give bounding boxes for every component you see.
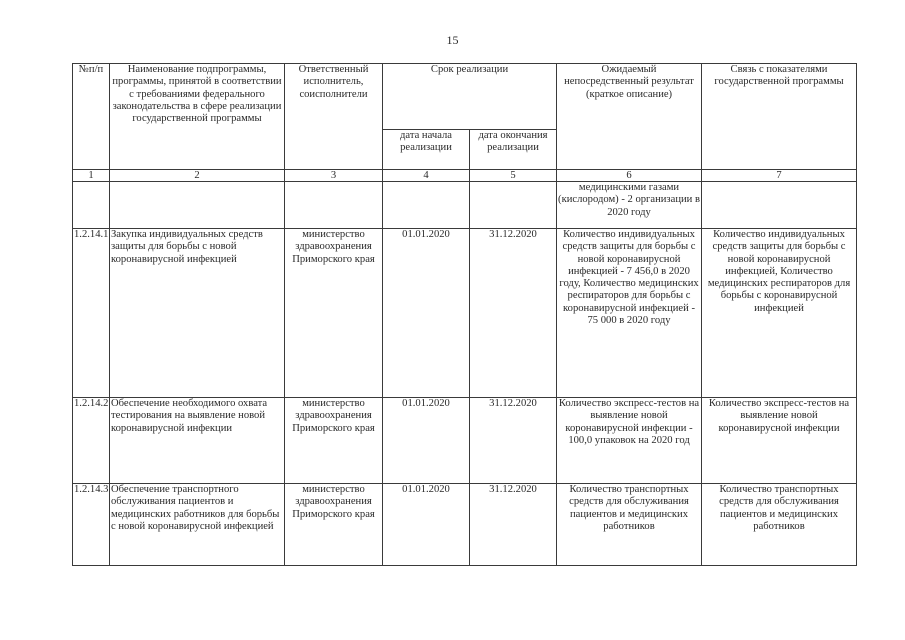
cell-executor: министерство здравоохранения Приморского края [285, 229, 383, 398]
header-start: дата начала реализации [383, 130, 470, 170]
cell-end [470, 182, 557, 229]
header-num: №п/п [73, 64, 110, 170]
page-number: 15 [446, 33, 459, 47]
column-number: 2 [110, 170, 285, 182]
header-end: дата окончания реализации [470, 130, 557, 170]
cell-executor: министерство здравоохранения Приморского края [285, 484, 383, 566]
cell-end: 31.12.2020 [470, 229, 557, 398]
column-number: 3 [285, 170, 383, 182]
column-numbers-row [73, 170, 857, 182]
cell-num: 1.2.14.1 [73, 229, 110, 398]
cell-start: 01.01.2020 [383, 484, 470, 566]
table-row [73, 484, 857, 566]
cell-num [73, 182, 110, 229]
cell-executor: министерство здравоохранения Приморского края [285, 398, 383, 484]
cell-link: Количество индивидуальных средств защиты для борьбы с новой коронавирусной инфекцией, Количество медицинских респираторов для борьбы с коронавирусной инфекцией [702, 229, 857, 398]
header-executor: Ответственный исполнитель, соисполнители [285, 64, 383, 170]
cell-name [110, 182, 285, 229]
cell-num: 1.2.14.3 [73, 484, 110, 566]
cell-result: Количество индивидуальных средств защиты для борьбы с новой коронавирусной инфекцией - 7 456,0 в 2020 году, Количество медицинских респираторов для борьбы с коронавирусной инфекцией - 75 000 в 2020 году [557, 229, 702, 398]
header-link: Связь с показателями государственной программы [702, 64, 857, 170]
program-table [72, 63, 857, 566]
column-number: 7 [702, 170, 857, 182]
column-number: 1 [73, 170, 110, 182]
cell-link [702, 182, 857, 229]
cell-end: 31.12.2020 [470, 484, 557, 566]
table-body [73, 182, 857, 566]
cell-name: Закупка индивидуальных средств защиты для борьбы с новой коронавирусной инфекцией [110, 229, 285, 398]
cell-start: 01.01.2020 [383, 229, 470, 398]
cell-result: медицинскими газами (кислородом) - 2 организации в 2020 году [557, 182, 702, 229]
table-row [73, 182, 857, 229]
column-number: 4 [383, 170, 470, 182]
column-number: 5 [470, 170, 557, 182]
cell-num: 1.2.14.2 [73, 398, 110, 484]
header-period: Срок реализации [383, 64, 557, 130]
cell-result: Количество транспортных средств для обслуживания пациентов и медицинских работников [557, 484, 702, 566]
header-name: Наименование подпрограммы, программы, принятой в соответствии с требованиями федерального законодательства в сфере реализации государственной программы [110, 64, 285, 170]
cell-start: 01.01.2020 [383, 398, 470, 484]
header-result: Ожидаемый непосредственный результат (краткое описание) [557, 64, 702, 170]
cell-result: Количество экспресс-тестов на выявление новой коронавирусной инфекции - 100,0 упаковок на 2020 год [557, 398, 702, 484]
table-header [73, 64, 857, 182]
table-row [73, 398, 857, 484]
cell-start [383, 182, 470, 229]
cell-name: Обеспечение транспортного обслуживания пациентов и медицинских работников для борьбы с новой коронавирусной инфекцией [110, 484, 285, 566]
cell-name: Обеспечение необходимого охвата тестирования на выявление новой коронавирусной инфекции [110, 398, 285, 484]
cell-link: Количество транспортных средств для обслуживания пациентов и медицинских работников [702, 484, 857, 566]
cell-executor [285, 182, 383, 229]
table-row [73, 229, 857, 398]
column-number: 6 [557, 170, 702, 182]
cell-end: 31.12.2020 [470, 398, 557, 484]
cell-link: Количество экспресс-тестов на выявление новой коронавирусной инфекции [702, 398, 857, 484]
